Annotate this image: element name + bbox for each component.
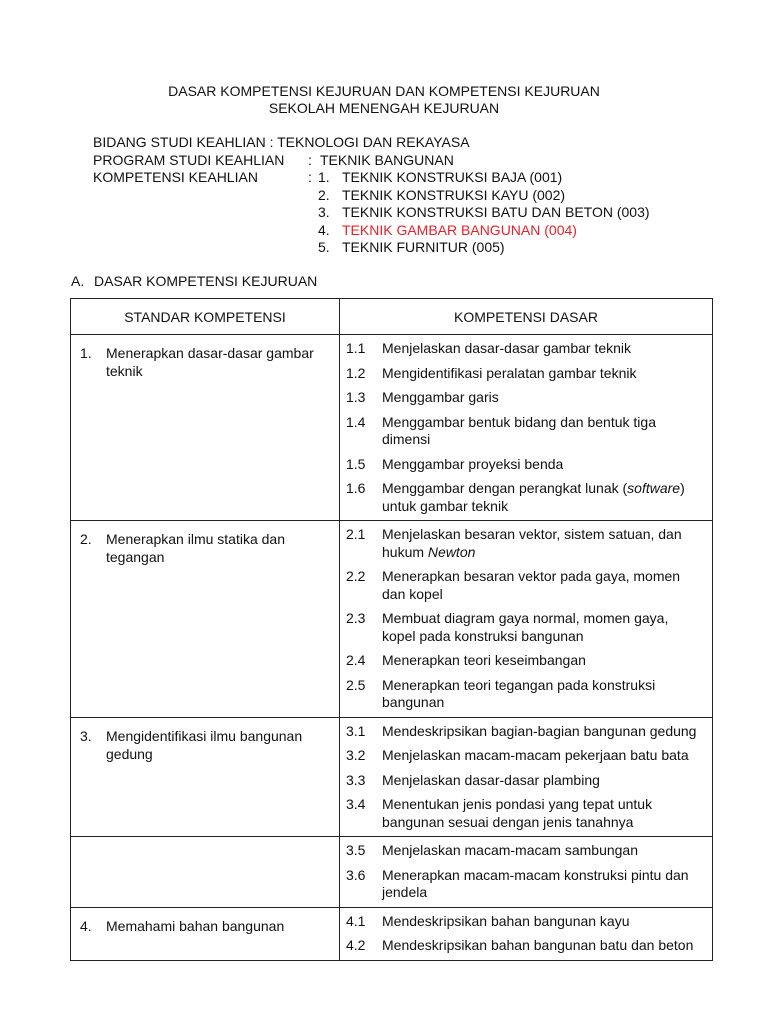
program-value: TEKNIK BANGUNAN: [320, 151, 454, 168]
item-text: Menggambar garis: [382, 389, 499, 405]
item-number: 4.2: [346, 937, 366, 953]
item-text: Mendeskripsikan bagian-bagian bangunan gedung: [382, 722, 697, 739]
item-number: 3.5: [346, 842, 366, 858]
item-number: 1.6: [346, 480, 366, 496]
standar-cell: [71, 837, 340, 908]
item-text-italic: software: [627, 480, 681, 496]
item-number: 3.4: [346, 796, 366, 812]
kompetensi-item: [341, 456, 703, 474]
item-text: Menggambar proyeksi benda: [382, 455, 564, 472]
kompetensi-item: [341, 842, 703, 860]
section-title: DASAR KOMPETENSI KEJURUAN: [94, 273, 318, 289]
header-kompetensi: KOMPETENSI DASAR: [340, 299, 713, 335]
item-number: 1.3: [346, 389, 366, 405]
competency-table: [70, 298, 713, 961]
kompetensi-num: 1.: [318, 169, 330, 185]
item-number: 2.3: [346, 610, 366, 626]
table-row: [71, 335, 713, 521]
standar-cell: [71, 717, 340, 837]
kompetensi-cell: [340, 717, 713, 837]
item-number: 4.1: [346, 912, 366, 929]
item-text: Menjelaskan macam-macam pekerjaan batu bata: [382, 747, 689, 763]
item-text: ) untuk gambar teknik: [382, 480, 685, 514]
item-text: Membuat diagram gaya normal, momen gaya, kopel pada konstruksi bangunan: [382, 610, 669, 644]
item-number: 2.2: [346, 568, 366, 584]
standar-number: 1.: [80, 345, 92, 361]
document-subtitle: SEKOLAH MENENGAH KEJURUAN: [268, 100, 500, 116]
item-text: Menentukan jenis pondasi yang tepat untuk bangunan sesuai dengan jenis tanahnya: [382, 796, 653, 830]
item-text-italic: Newton: [427, 543, 476, 560]
standar-text: Menerapkan ilmu statika dan tegangan: [106, 531, 285, 565]
item-text: Menjelaskan besaran vektor, sistem satuan, dan hukum: [382, 526, 682, 560]
standar-cell: [71, 521, 340, 718]
kompetensi-num: 5.: [318, 239, 330, 255]
item-text: Menjelaskan dasar-dasar gambar teknik: [382, 340, 632, 356]
kompetensi-item: [341, 568, 703, 603]
kompetensi-num: 4.: [318, 221, 330, 238]
kompetensi-cell: [340, 837, 713, 908]
item-text: Menggambar bentuk bidang dan bentuk tiga dimensi: [382, 413, 656, 447]
standar-number: 2.: [80, 531, 92, 547]
kompetensi-label: KOMPETENSI KEAHLIAN: [93, 169, 258, 185]
standar-cell: [71, 907, 340, 960]
program-separator: :: [308, 151, 312, 168]
kompetensi-item: TEKNIK KONSTRUKSI KAYU (002): [342, 186, 566, 203]
kompetensi-cell: [340, 521, 713, 718]
kompetensi-item: [341, 480, 703, 515]
kompetensi-num: 2.: [318, 186, 330, 203]
kompetensi-item: [341, 414, 703, 449]
kompetensi-item: [341, 610, 703, 645]
kompetensi-item: TEKNIK FURNITUR (005): [342, 239, 505, 255]
item-number: 2.1: [346, 526, 366, 542]
item-text: Menerapkan macam-macam konstruksi pintu dan jendela: [382, 866, 689, 900]
kompetensi-item: [341, 913, 703, 931]
kompetensi-item: [341, 365, 703, 383]
standar-number: 3.: [80, 727, 92, 744]
item-number: 3.2: [346, 747, 366, 763]
kompetensi-cell: [340, 335, 713, 521]
document-title: DASAR KOMPETENSI KEJURUAN DAN KOMPETENSI KEJURUAN: [168, 83, 600, 99]
kompetensi-item: [341, 526, 703, 561]
item-text: Menggambar dengan perangkat lunak (: [382, 480, 628, 496]
kompetensi-item-highlighted: TEKNIK GAMBAR BANGUNAN (004): [342, 221, 577, 238]
program-label: PROGRAM STUDI KEAHLIAN: [93, 151, 285, 168]
item-text: Menerapkan teori tegangan pada konstruksi bangunan: [382, 676, 656, 710]
table-body: [71, 335, 713, 961]
kompetensi-item: [341, 867, 703, 902]
kompetensi-item: [341, 723, 703, 741]
kompetensi-separator: :: [308, 169, 312, 185]
kompetensi-item: [341, 747, 703, 765]
bidang-label: BIDANG STUDI KEAHLIAN : TEKNOLOGI DAN REKAYASA: [93, 134, 470, 150]
standar-text: Memahami bahan bangunan: [106, 917, 285, 934]
kompetensi-num: 3.: [318, 204, 330, 220]
item-text: Menjelaskan dasar-dasar plambing: [382, 771, 600, 788]
item-text: Mengidentifikasi peralatan gambar teknik: [382, 364, 637, 381]
kompetensi-item: [341, 677, 703, 712]
item-text: Menerapkan besaran vektor pada gaya, momen dan kopel: [382, 568, 681, 602]
table-row: [71, 837, 713, 908]
item-number: 1.4: [346, 413, 366, 430]
item-text: Menjelaskan macam-macam sambungan: [382, 842, 638, 858]
item-number: 3.3: [346, 771, 366, 788]
item-number: 1.2: [346, 364, 366, 381]
section-letter: A.: [71, 273, 85, 289]
item-number: 3.6: [346, 866, 366, 883]
standar-text: Menerapkan dasar-dasar gambar teknik: [106, 345, 314, 379]
item-number: 2.5: [346, 676, 366, 693]
table-row: [71, 717, 713, 837]
kompetensi-item: TEKNIK KONSTRUKSI BAJA (001): [342, 169, 563, 185]
item-number: 2.4: [346, 652, 366, 668]
standar-cell: [71, 335, 340, 521]
item-number: 1.5: [346, 455, 366, 472]
kompetensi-item: [341, 389, 703, 407]
standar-number: 4.: [80, 917, 92, 934]
item-number: 1.1: [346, 340, 366, 356]
standar-text: Mengidentifikasi ilmu bangunan gedung: [106, 727, 303, 762]
kompetensi-cell: [340, 907, 713, 960]
kompetensi-item: [341, 772, 703, 790]
table-header-row: [71, 299, 713, 335]
kompetensi-item: TEKNIK KONSTRUKSI BATU DAN BETON (003): [342, 204, 650, 220]
item-text: Menerapkan teori keseimbangan: [382, 652, 586, 668]
kompetensi-item: [341, 340, 703, 358]
item-text: Mendeskripsikan bahan bangunan kayu: [382, 912, 630, 929]
kompetensi-item: [341, 652, 703, 670]
item-text: Mendeskripsikan bahan bangunan batu dan beton: [382, 937, 694, 953]
kompetensi-item: [341, 937, 703, 955]
item-number: 3.1: [346, 722, 366, 739]
table-row: [71, 521, 713, 718]
header-standar: STANDAR KOMPETENSI: [71, 299, 340, 335]
table-row: [71, 907, 713, 960]
kompetensi-item: [341, 796, 703, 831]
